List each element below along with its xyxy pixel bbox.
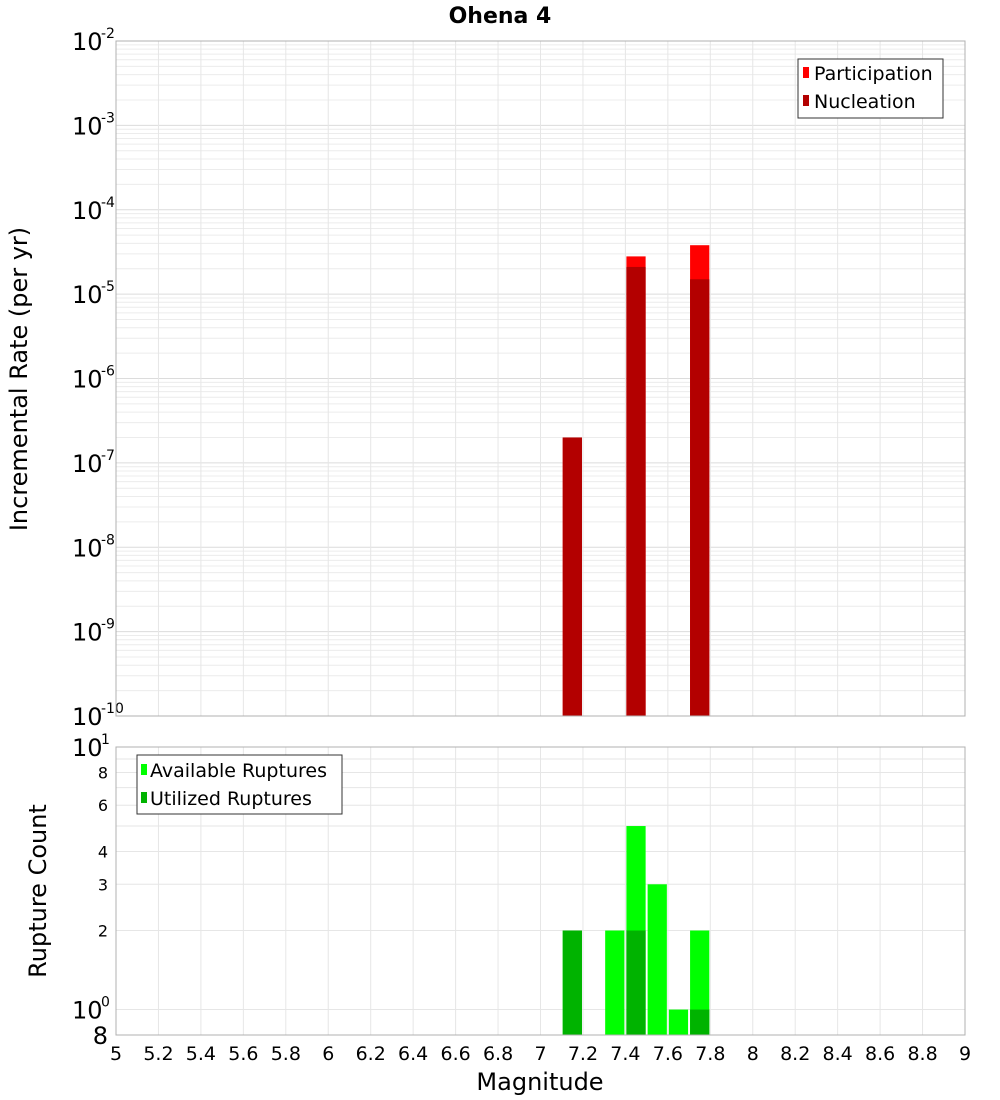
x-tick-label: 5.8 bbox=[270, 1043, 301, 1065]
bar-utilized-ruptures bbox=[626, 931, 645, 1035]
y-tick-label: 10 bbox=[72, 196, 103, 225]
bar-available-ruptures bbox=[648, 884, 667, 1035]
legend-label: Participation bbox=[814, 63, 933, 85]
y-tick-exponent: -6 bbox=[101, 363, 115, 380]
x-tick-label: 7.8 bbox=[695, 1043, 726, 1065]
y-tick-label: 8 bbox=[92, 1022, 108, 1050]
y-tick-exponent: 1 bbox=[101, 732, 110, 748]
y-tick-exponent: -9 bbox=[101, 616, 115, 633]
x-tick-label: 5 bbox=[109, 1043, 123, 1065]
legend-swatch bbox=[141, 792, 147, 803]
bar-available-ruptures bbox=[605, 931, 624, 1035]
x-tick-label: 7.6 bbox=[652, 1043, 683, 1065]
top-y-axis-label: Incremental Rate (per yr) bbox=[5, 226, 33, 532]
y-tick-label: 4 bbox=[97, 842, 108, 862]
x-ticks bbox=[110, 1043, 971, 1065]
y-tick-label: 10 bbox=[72, 734, 103, 762]
y-tick-exponent: -10 bbox=[101, 701, 124, 717]
bottom-legend bbox=[137, 755, 342, 814]
legend-label: Nucleation bbox=[814, 91, 916, 113]
x-tick-label: 8.6 bbox=[864, 1043, 896, 1065]
y-tick-label: 10 bbox=[72, 365, 103, 394]
y-tick-label: 2 bbox=[97, 921, 108, 941]
x-tick-label: 9 bbox=[958, 1043, 972, 1065]
y-tick-label: 10 bbox=[72, 996, 103, 1025]
x-tick-label: 5.4 bbox=[185, 1043, 217, 1065]
bar-nucleation bbox=[563, 437, 582, 716]
x-tick-label: 5.6 bbox=[228, 1043, 259, 1065]
y-tick-exponent: -7 bbox=[101, 447, 115, 464]
y-tick-exponent: -2 bbox=[101, 26, 115, 42]
y-tick-exponent: -4 bbox=[101, 194, 115, 211]
x-tick-label: 5.2 bbox=[143, 1043, 174, 1065]
x-tick-label: 8.8 bbox=[907, 1043, 938, 1065]
top-plot-panel bbox=[72, 26, 965, 731]
legend-label: Utilized Ruptures bbox=[150, 788, 312, 810]
y-tick-label: 10 bbox=[72, 112, 103, 141]
bar-nucleation bbox=[626, 267, 645, 716]
y-tick-label: 10 bbox=[72, 703, 103, 731]
y-tick-exponent: 0 bbox=[101, 994, 110, 1011]
bar-nucleation bbox=[690, 279, 709, 716]
y-tick-label: 10 bbox=[72, 281, 103, 310]
y-tick-label: 8 bbox=[97, 763, 108, 783]
y-tick-label: 10 bbox=[72, 28, 103, 56]
x-tick-label: 6 bbox=[322, 1043, 335, 1065]
x-axis-label: Magnitude bbox=[476, 1068, 604, 1096]
x-tick-label: 8.4 bbox=[822, 1043, 853, 1065]
bar-utilized-ruptures bbox=[563, 931, 582, 1035]
bottom-y-ticks bbox=[72, 732, 110, 1050]
legend-swatch bbox=[803, 95, 809, 106]
x-tick-label: 6.8 bbox=[482, 1043, 514, 1065]
x-tick-label: 6.6 bbox=[440, 1043, 471, 1065]
y-tick-label: 10 bbox=[72, 618, 103, 647]
top-grid bbox=[116, 41, 965, 716]
y-tick-label: 10 bbox=[72, 449, 103, 478]
x-tick-label: 8.2 bbox=[780, 1043, 811, 1065]
x-tick-label: 7.2 bbox=[567, 1043, 599, 1065]
legend-swatch bbox=[803, 67, 809, 78]
top-legend bbox=[798, 59, 943, 118]
bottom-y-axis-label: Rupture Count bbox=[24, 804, 52, 978]
y-tick-label: 6 bbox=[97, 796, 108, 816]
chart-title: Ohena 4 bbox=[448, 4, 552, 29]
x-tick-label: 6.2 bbox=[355, 1043, 386, 1065]
x-tick-label: 6.4 bbox=[398, 1043, 429, 1065]
bar-available-ruptures bbox=[669, 1010, 688, 1035]
x-tick-label: 7 bbox=[534, 1043, 547, 1065]
y-tick-exponent: -8 bbox=[101, 532, 115, 549]
bottom-plot-panel bbox=[72, 732, 971, 1065]
x-tick-label: 8 bbox=[746, 1043, 759, 1065]
y-tick-exponent: -5 bbox=[101, 279, 115, 296]
y-tick-exponent: -3 bbox=[101, 110, 115, 127]
y-tick-label: 3 bbox=[97, 875, 108, 895]
legend-label: Available Ruptures bbox=[150, 760, 327, 782]
x-tick-label: 7.4 bbox=[610, 1043, 641, 1065]
legend-swatch bbox=[141, 764, 147, 775]
bar-utilized-ruptures bbox=[690, 1010, 709, 1035]
y-tick-label: 10 bbox=[72, 534, 103, 563]
